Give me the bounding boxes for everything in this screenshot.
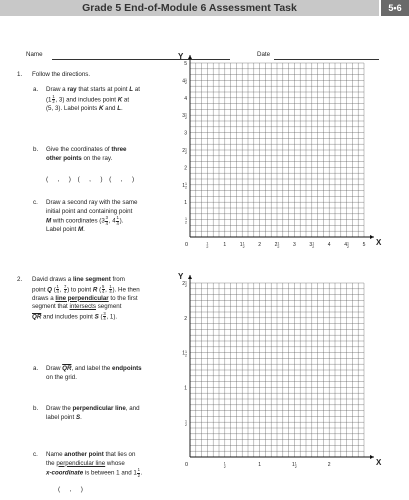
y-tick-label: 5 xyxy=(184,61,187,67)
y-tick-label: $1^1$ 2 xyxy=(182,182,187,190)
q1b-answer-coordinates[interactable]: ( , ) ( , ) ( , ) xyxy=(46,176,136,183)
x-tick-label: 4 xyxy=(327,242,331,248)
x-axis-arrow-icon xyxy=(370,235,374,239)
x-tick-label: $^1$ 2 xyxy=(206,241,209,249)
q2-number: 2. xyxy=(17,276,23,283)
q2c-answer-coordinates[interactable]: ( , ) xyxy=(58,486,84,493)
x-tick-label: 3 xyxy=(293,242,296,248)
y-tick-label: $3^1$ 2 xyxy=(182,112,187,120)
date-label: Date xyxy=(257,51,271,58)
x-tick-label: $^1$ 2 xyxy=(223,461,226,469)
y-tick-label: 3 xyxy=(184,130,187,137)
y-axis-arrow-icon xyxy=(188,55,192,59)
y-tick-label: 1 xyxy=(184,200,187,207)
origin-label: 0 xyxy=(185,462,189,468)
x-axis-label: X xyxy=(376,458,382,467)
q1-number: 1. xyxy=(17,71,23,78)
q1a-text: Draw a ray that starts at point L at (1 $\frac{1}{2}$ , 3) and includes point K at (5, 3). Label points K and L. xyxy=(46,86,140,112)
y-tick-label: $2^1$ 2 xyxy=(182,280,187,288)
y-tick-label: 4 xyxy=(184,95,187,102)
q1-intro: Follow the directions. xyxy=(32,71,91,78)
q2a-text: Draw $\overline{QR}$, and label the endpoints on the grid. xyxy=(46,365,142,381)
x-axis-arrow-icon xyxy=(370,455,374,459)
date-field[interactable] xyxy=(274,59,379,60)
x-tick-label: 2 xyxy=(327,462,331,468)
y-tick-label: $4^1$ 2 xyxy=(182,77,187,86)
header-title: Grade 5 End-of-Module 6 Assessment Task xyxy=(0,0,379,16)
q1a-letter: a. xyxy=(33,86,39,93)
y-tick-label: $1^1$ 2 xyxy=(182,350,187,358)
y-tick-label: $^1$ 2 xyxy=(185,419,187,427)
q2b-text: Draw the perpendicular line, and label point S. xyxy=(46,405,140,421)
page-header xyxy=(0,0,409,16)
name-label: Name xyxy=(26,51,43,58)
y-tick-label: $2^1$ 2 xyxy=(182,147,187,155)
y-axis-arrow-icon xyxy=(188,275,192,279)
y-tick-label: 2 xyxy=(184,315,187,322)
q1b-text: Give the coordinates of three other points on the ray. xyxy=(46,146,127,162)
y-axis-label: Y xyxy=(178,52,184,61)
y-axis-label: Y xyxy=(178,272,184,281)
origin-label: 0 xyxy=(185,242,189,248)
q1c-text: Draw a second ray with the same initial point and containing point M with coordinates (3 $\frac{3}{4}$ , 4 $\frac{1}{4}$ ). Label point M. xyxy=(46,199,138,234)
header-badge: 5•6 xyxy=(381,0,409,16)
x-tick-label: 1 xyxy=(223,242,227,248)
x-tick-label: $2^1$ 2 xyxy=(274,241,280,249)
x-tick-label: $3^1$ 2 xyxy=(309,241,315,249)
x-tick-label: $1^1$ 2 xyxy=(292,461,297,469)
x-axis-label: X xyxy=(376,238,382,247)
q2c-letter: c. xyxy=(33,451,38,458)
x-tick-label: 5 xyxy=(362,242,366,248)
q2a-letter: a. xyxy=(33,365,39,372)
q2b-letter: b. xyxy=(33,405,39,412)
y-tick-label: $^1$ 2 xyxy=(185,217,187,225)
x-tick-label: 2 xyxy=(258,242,261,248)
q1c-letter: c. xyxy=(33,199,38,206)
q1b-letter: b. xyxy=(33,146,39,153)
x-tick-label: $4^1$ 2 xyxy=(344,241,349,249)
coordinate-grid-2[interactable] xyxy=(170,272,382,482)
q2-text: David draws a line segment from point Q ( $\frac{1}{4}$ , $\frac{7}{4}$ ) to point R ( $\frac{5}{4}$ , $\frac{1}{4}$ ). He then draws a line perpendicular to the first segment that intersects segment $\overline{QR}$ and includes point S ( $\frac{3}{4}$ , 1). xyxy=(32,276,140,322)
x-tick-label: $1^1$ 2 xyxy=(239,241,245,249)
y-tick-label: 2 xyxy=(184,165,187,172)
x-tick-label: 1 xyxy=(258,462,261,468)
name-field[interactable] xyxy=(52,59,230,60)
q2c-text: Name another point that lies on the perpendicular line whose x-coordinate is between 1 and 1 $\frac{1}{2}$ . xyxy=(46,451,143,478)
y-tick-label: 1 xyxy=(184,385,187,392)
